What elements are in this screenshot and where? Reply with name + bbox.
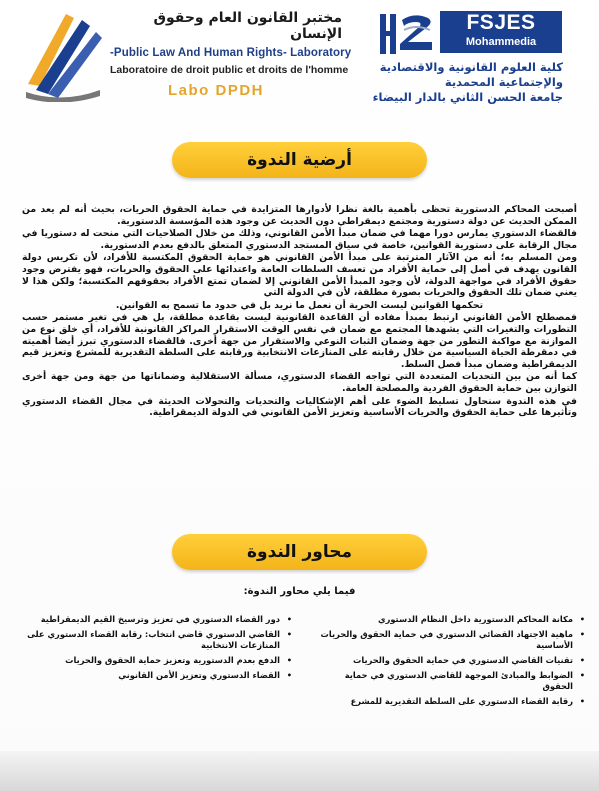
bottom-band: [0, 751, 599, 791]
faculty-name-ar-line3: جامعة الحسن الثاني بالدار البيضاء: [372, 90, 563, 104]
lab-name-ar: مختبر القانون العام وحقوق الإنسان: [153, 10, 342, 42]
background-text: [22, 204, 577, 420]
paragraph: فالقضاء الدستوري يمارس دورا مهما في ضمان مبدأ الأمن القانوني، وذلك من خلال الصلاحيات التي منحت له دستوريا في مجال الرقابة على دستورية القوانين، خاصة في سياق المستجد الدستوري المتعلق بالدفع بعدم الدستورية.: [22, 228, 577, 251]
list-item: • مكانة المحاكم الدستورية داخل النظام الدستوري: [315, 614, 585, 625]
list-item: • ماهية الاجتهاد القضائي الدستوري في حماية الحقوق والحريات الأساسية: [315, 629, 585, 651]
list-item: • القاضي الدستوري قاضي انتخاب: رقابة القضاء الدستوري على المنازعات الانتخابية: [22, 629, 292, 651]
paragraph: تحكمها القوانين ليست الحرية أن نعمل ما نريد بل في حدود ما تسمح به القوانين.: [115, 299, 484, 311]
paragraph: كما أنه من بين التحديات المتعددة التي تواجه القضاء الدستوري، مسألة الاستقلالية وضماناتها من جهة ومن جهة أخرى التوازن بين حماية الحقوق الفردية والمصلحة العامة.: [22, 371, 577, 394]
axes-intro: فيما يلي محاور الندوة:: [243, 586, 356, 597]
header: [0, 0, 599, 120]
lab-name-fr: Laboratoire de droit public et droits de l'homme: [110, 64, 349, 76]
background-section-title: أرضية الندوة: [172, 142, 427, 178]
faculty-name-ar-line1: كلية العلوم القانونية والاقتصادية: [379, 60, 563, 74]
paragraph: فمصطلح الأمن القانوني ارتبط بمبدأ مفاده أن القاعدة القانونية ليست بقاعدة مطلقة، بل هي في تغير مستمر حسب التطورات والتغيرات التي يشهدها المجتمع مع ضمان في نفس الوقت الاستقرار المراكز القانونية للأفراد، أي خلق نوع من الموازنة مع مواكبة التطور من جهة وضمان الثبات النوعي والاستقرار من جهة أخرى. فالقضاء الدستوري تبرز أيضا أهميته في دمقرطة الحياة السياسية من خلال رقابته على المنازعات الانتخابية ورقابته على السلطة التقديرية للمشرع وتعزيز قيم الديمقراطية وضمان مبدأ فصل السلط.: [22, 312, 577, 370]
axes-section-title: محاور الندوة: [172, 534, 427, 570]
list-item: • القضاء الدستوري وتعزيز الأمن القانوني: [22, 670, 292, 681]
lab-names: [110, 10, 360, 99]
faculty-city: Mohammedia: [465, 36, 537, 48]
list-item: • الضوابط والمبادئ الموجهة للقاضي الدستوري في حماية الحقوق: [315, 670, 585, 692]
lab-short-name: Labo DPDH: [168, 82, 264, 99]
list-item: • دور القضاء الدستوري في تعزيز وترسيخ القيم الديمقراطية: [22, 614, 292, 625]
lab-name-en: -Public Law And Human Rights- Laboratory: [110, 47, 352, 59]
faculty-short-name: FSJES: [466, 11, 536, 34]
paragraph: ومن المسلم به؛ أنه من الآثار المترتبة على مبدأ الأمن القانوني هو حماية الحقوق المكتسبة للأفراد، لأن تكريس دولة القانون يهدف في أصل إلى حماية الأفراد من تعسف السلطات العامة واعتدائها على الحقوق والحريات، فهو يفترض وجود حقوق الأفراد في مواجهة الدولة، لأن وجود المبدأ الأمن القانوني إلا لضمان تمتع الأفراد بحقوقهم المكتسبة؛ ولكن هذا لا يعني ضمان تلك الحقوق والحريات بصورة مطلقة، لأن في الدولة التي: [22, 252, 577, 299]
axes-list-right: [315, 614, 585, 711]
list-item: • الدفع بعدم الدستورية وتعزيز حماية الحقوق والحريات: [22, 655, 292, 666]
faculty-badge: [440, 11, 562, 53]
uh2c-emblem-icon: [378, 10, 438, 58]
paragraph: أصبحت المحاكم الدستورية تحظى بأهمية بالغة نظرا لأدوارها المتزايدة في حماية الحقوق الحريات، بحيث أنه لم يعد من الممكن الحديث عن دولة دستورية ومجتمع ديمقراطي دون الحديث عن وجود هذه المؤسسة الدستورية.: [22, 204, 577, 227]
lab-emblem-icon: [22, 6, 104, 102]
faculty-name-ar: [333, 60, 563, 105]
list-item: • تقنيات القاضي الدستوري في حماية الحقوق والحريات: [315, 655, 585, 666]
list-item: • رقابة القضاء الدستوري على السلطة التقديرية للمشرع: [315, 696, 585, 707]
faculty-name-ar-line2: والإجتماعية المحمدية: [444, 75, 563, 89]
paragraph: في هذه الندوة سنحاول تسليط الضوء على أهم الإشكاليات والتحديات والتحولات الحديثة في مجال القضاء الدستوري وتأثيرها على حماية الحقوق والحريات الأساسية وتعزيز الأمن القانوني في الدولة الديمقراطية.: [22, 395, 577, 419]
axes-list-left: [22, 614, 292, 685]
